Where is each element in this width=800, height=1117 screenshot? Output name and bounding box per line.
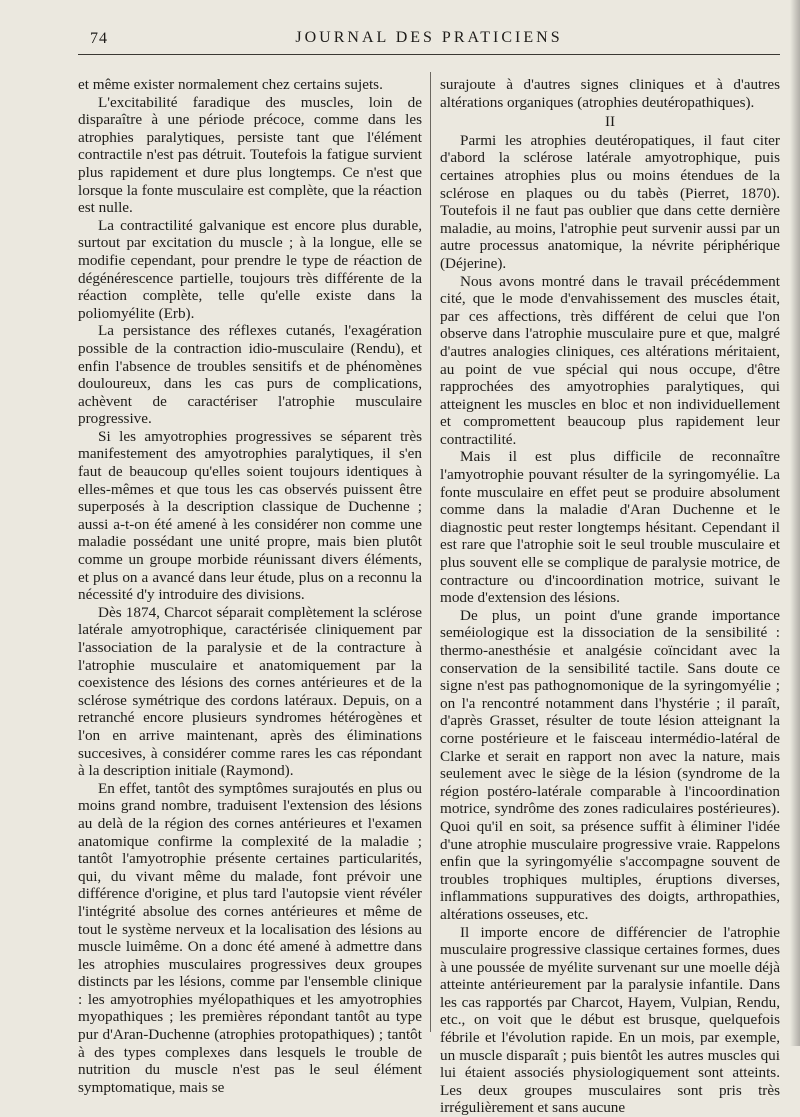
- paragraph: L'excitabilité faradique des muscles, loin de disparaître à une période précoce, comme dans les atrophies paralytiques, persiste tant que l'élément contractile n'est pas détruit. Toutefois la fatigue survient plus rapidement et dure plus longtemps. Ce n'est que lorsque la fonte musculaire est complète, que la réaction est nulle.: [78, 94, 422, 217]
- paragraph: Il importe encore de différencier de l'atrophie musculaire progressive classique certaines formes, dues à une poussée de myélite survenant sur une moelle déjà atteinte antérieurement par la paralysie infantile. Dans les cas rapportés par Charcot, Hayem, Vulpian, Rendu, etc., on voit que le début est brusque, quelquefois fébrile et l'évolution rapide. En un mois, par exemple, un muscle disparaît ; puis bientôt les autres muscles qui lui étaient associés physiologiquement sont atteints. Les deux groupes musculaires sont pris très irrégulièrement et sans aucune: [440, 924, 780, 1117]
- paragraph: Dès 1874, Charcot séparait complètement la sclérose latérale amyotrophique, caractérisée cliniquement par l'association de la paralysie et de la contracture à l'atrophie musculaire et anatomiquement par la coexistence des lésions des cornes antérieures et de la sclérose symétrique des cordons latéraux. Depuis, on a retranché encore plusieurs syndromes hétérogènes et l'on en arrive maintenant, après des éliminations succesives, à considérer comme rares les cas répondant à la description initiale (Raymond).: [78, 604, 422, 780]
- right-column: [440, 76, 780, 1117]
- journal-title: JOURNAL DES PRATICIENS: [78, 29, 780, 47]
- paragraph: surajoute à d'autres signes cliniques et à d'autres altérations organiques (atrophies deutéropathiques).: [440, 76, 780, 111]
- page-number: 74: [90, 30, 108, 48]
- page-header: [78, 26, 780, 55]
- paragraph: De plus, un point d'une grande importance seméiologique est la dissociation de la sensibilité : thermo-anesthésie et analgésie coïncidant avec la conservation de la sensibilité tactile. Sans doute ce signe n'est pas pathognomonique de la syringomyélie ; on l'a rencontré notamment dans l'hystérie ; il paraît, d'après Grasset, résulter de toute lésion atteignant la corne postérieure et le faisceau intermédio-latéral de Clarke et serait en rapport non avec la nature, mais seulement avec le siège de la lésion (syndrome de la région postéro-latérale comparable à l'incoordination motrice, syndrôme des zones radiculaires postérieures). Quoi qu'il en soit, sa présence suffit à éliminer l'idée d'une atrophie musculaire progressive vraie. Rappelons enfin que la syringomyélie s'accompagne souvent de troubles trophiques multiples, éruptions diverses, inflammations suppuratives des doigts, arthropathies, altérations osseuses, etc.: [440, 607, 780, 924]
- paragraph: En effet, tantôt des symptômes surajoutés en plus ou moins grand nombre, traduisent l'extension des lésions au delà de la région des cornes antérieures et l'examen anatomique confirme la complexité de la maladie ; tantôt l'amyotrophie présente certaines particularités, qui, du vivant même du malade, font prévoir une différence d'origine, et plus tard l'autopsie vient révéler l'intégrité absolue des cornes antérieures et même de tout le système nerveux et la localisation des lésions au muscle luimême. On a donc été amené à admettre dans les atrophies musculaires progressives deux groupes distincts par les lésions, comme par l'ensemble clinique : les amyotrophies myélopathiques et les amyotrophies myopathiques ; les premières répondant tantôt au type pur d'Aran-Duchenne (atrophies protopathiques) ; tantôt à des types complexes dans lesquels le trouble de nutrition du muscle n'est pas le seul élément symptomatique, mais se: [78, 780, 422, 1097]
- paragraph: et même exister normalement chez certains sujets.: [78, 76, 422, 94]
- paragraph: La persistance des réflexes cutanés, l'exagération possible de la contraction idio-musculaire (Rendu), et enfin l'absence de troubles sensitifs et de phénomènes douloureux, dans les cas purs de complications, achèvent de caractériser l'atrophie musculaire progressive.: [78, 322, 422, 428]
- paragraph: Nous avons montré dans le travail précédemment cité, que le mode d'envahissement des muscles était, par ces affections, très différent de celui que l'on observe dans l'atrophie musculaire pure et que, malgré d'autres analogies cliniques, ces altérations méritaient, au point de vue spécial qui nous occupe, d'être rapprochées des amyotrophies paralytiques, qui atteignent les muscles en bloc et non individuellement et compromettent beaucoup plus rapidement leur contractilité.: [440, 273, 780, 449]
- paragraph: Mais il est plus difficile de reconnaître l'amyotrophie pouvant résulter de la syringomyélie. La fonte musculaire en effet peut se produire absolument comme dans la maladie d'Aran Duchenne et le diagnostic peut rester longtemps hésitant. Cependant il est rare que l'atrophie soit le seul trouble musculaire et plus souvent elle se complique de paralysie motrice, de contracture ou d'incoordination motrice, suivant le mode d'extension des lésions.: [440, 448, 780, 606]
- paragraph: Parmi les atrophies deutéropatiques, il faut citer d'abord la sclérose latérale amyotrophique, puis certaines atrophies plus ou moins étendues de la sclérose en plaques ou du tabès (Pierret, 1870). Toutefois il ne faut pas oublier que dans cette dernière maladie, au moins, l'atrophie peut survenir aussi par un autre processus anatomique, la névrite périphérique (Déjerine).: [440, 132, 780, 273]
- section-number: II: [440, 113, 780, 131]
- column-divider: [430, 72, 431, 1032]
- paragraph: La contractilité galvanique est encore plus durable, surtout par excitation du muscle ; à la longue, elle se modifie cependant, pour prendre le type de réaction de dégénérescence partielle, toujours très différente de la réaction complète, telle qu'elle existe dans la poliomyélite (Erb).: [78, 217, 422, 323]
- left-column: [78, 76, 422, 1096]
- paragraph: Si les amyotrophies progressives se séparent très manifestement des amyotrophies paralytiques, il s'en faut de beaucoup qu'elles soient toujours identiques à elles-mêmes et que tous les cas observés puissent être superposés à la description classique de Duchenne ; aussi a-t-on été amené à les considérer non comme une maladie possédant une unité propre, mais bien plutôt comme un groupe morbide réunissant divers éléments, et plus on a avancé dans leur étude, plus on a reconnu la nécessité d'y introduire des divisions.: [78, 428, 422, 604]
- page-edge-shadow: [790, 0, 800, 1046]
